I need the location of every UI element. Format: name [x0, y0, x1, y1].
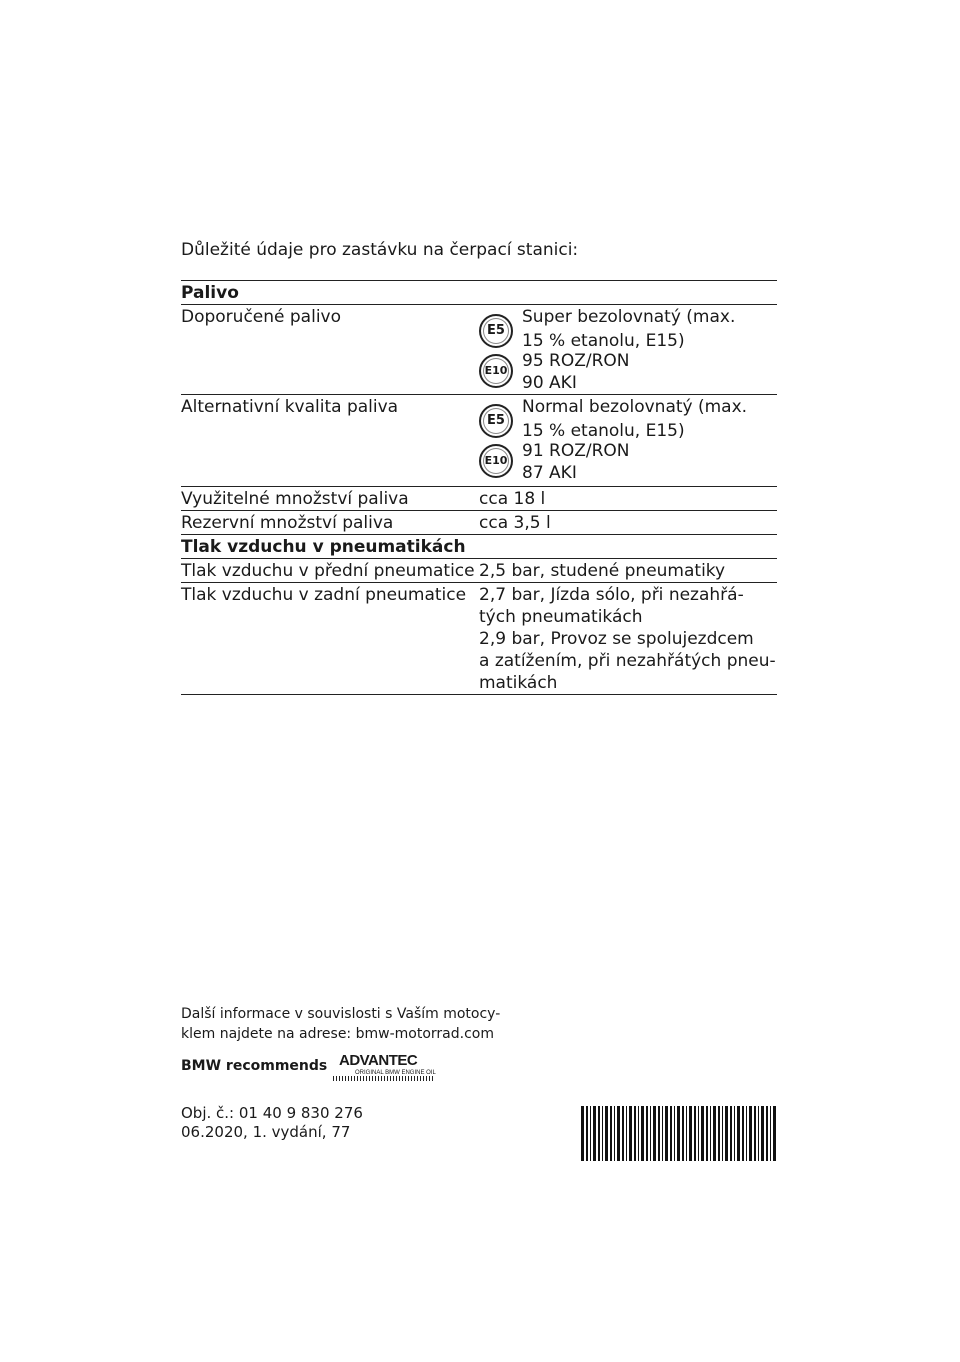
order-number: Obj. č.: 01 40 9 830 276	[181, 1104, 363, 1122]
advantec-word: ADVANTEC	[339, 1052, 418, 1069]
divider	[181, 304, 777, 305]
reserve-fuel-label: Rezervní množství paliva	[181, 513, 394, 533]
divider	[181, 558, 777, 559]
rear-tyre-label: Tlak vzduchu v zadní pneumatice	[181, 585, 467, 605]
front-tyre-value: 2,5 bar, studené pneumatiky	[479, 561, 726, 581]
divider	[181, 582, 777, 583]
alternative-fuel-line: 91 ROZ/RON	[522, 441, 630, 461]
rear-tyre-line: 2,9 bar, Provoz se spolujezdcem	[479, 629, 754, 649]
barcode-icon	[581, 1106, 776, 1161]
rear-tyre-line: matikách	[479, 673, 558, 693]
section-title-tyres-text: Tlak vzduchu v pneumatikách	[181, 537, 466, 557]
rear-tyre-line: a zatížením, při nezahřátých pneu-	[479, 651, 776, 671]
divider	[181, 280, 777, 281]
e10-badge-text: E10	[484, 454, 508, 467]
e10-badge-icon	[479, 354, 513, 388]
advantec-subtitle: ORIGINAL BMW ENGINE OIL	[355, 1070, 436, 1076]
e10-badge-icon	[479, 444, 513, 478]
divider	[181, 486, 777, 487]
divider	[181, 534, 777, 535]
alternative-fuel-row	[181, 396, 777, 486]
divider	[181, 394, 777, 395]
order-info	[181, 1104, 363, 1142]
edition-info: 06.2020, 1. vydání, 77	[181, 1123, 351, 1141]
bmw-recommends: BMW recommends	[181, 1058, 328, 1074]
reserve-fuel-value: cca 3,5 l	[479, 513, 551, 533]
usable-fuel-label: Využitelné množství paliva	[181, 489, 409, 509]
footer-info	[181, 1004, 581, 1044]
e5-badge-icon	[479, 314, 513, 348]
section-title-fuel-text: Palivo	[181, 283, 239, 303]
alternative-fuel-line: 87 AKI	[522, 463, 577, 483]
e5-badge-text: E5	[487, 323, 505, 338]
recommended-fuel-line: 15 % etanolu, E15)	[522, 331, 685, 351]
front-tyre-label: Tlak vzduchu v přední pneumatice	[181, 561, 475, 581]
recommended-fuel-label: Doporučené palivo	[181, 307, 342, 327]
e5-badge-icon	[479, 404, 513, 438]
recommended-fuel-row	[181, 306, 777, 396]
alternative-fuel-line: Normal bezolovnatý (max.	[522, 397, 748, 417]
rear-tyre-line: tých pneumatikách	[479, 607, 643, 627]
alternative-fuel-line: 15 % etanolu, E15)	[522, 421, 685, 441]
alternative-fuel-label: Alternativní kvalita paliva	[181, 397, 399, 417]
e10-badge-text: E10	[484, 364, 508, 377]
footer-info-line: klem najdete na adrese: bmw-motorrad.com	[181, 1026, 494, 1042]
e5-badge-text: E5	[487, 413, 505, 428]
divider	[181, 510, 777, 511]
rear-tyre-row	[181, 584, 777, 694]
footer-info-line: Další informace v souvislosti s Vaším motocy-	[181, 1006, 501, 1022]
recommended-fuel-line: Super bezolovnatý (max.	[522, 307, 736, 327]
recommended-fuel-line: 95 ROZ/RON	[522, 351, 630, 371]
divider	[181, 694, 777, 695]
advantec-logo-icon	[333, 1052, 445, 1084]
recommended-fuel-line: 90 AKI	[522, 373, 577, 393]
rear-tyre-line: 2,7 bar, Jízda sólo, při nezahřá-	[479, 585, 744, 605]
page-heading: Důležité údaje pro zastávku na čerpací stanici:	[181, 240, 579, 260]
usable-fuel-value: cca 18 l	[479, 489, 546, 509]
advantec-stripe	[333, 1076, 433, 1081]
